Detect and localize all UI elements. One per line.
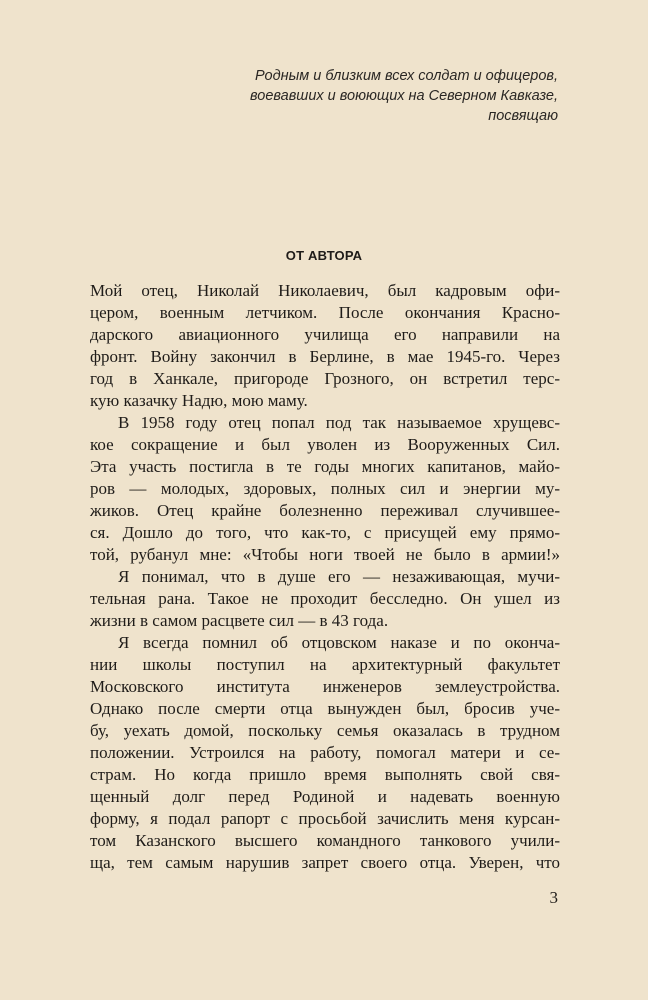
text-line: страм. Но когда пришло время выполнять свой свя- <box>90 765 560 784</box>
text-line: дарского авиационного училища его направили на <box>90 325 560 344</box>
text-line: том Казанского высшего командного танкового учили- <box>90 831 560 850</box>
text-line: нии школы поступил на архитектурный факультет <box>90 655 560 674</box>
text-line: В 1958 году отец попал под так называемое хрущевс- <box>118 413 560 432</box>
text-line: положении. Устроился на работу, помогал матери и се- <box>90 743 560 762</box>
paragraph-3 <box>90 566 560 632</box>
text-line: цером, военным летчиком. После окончания Красно- <box>90 303 560 322</box>
epigraph <box>138 66 558 126</box>
paragraph-2 <box>90 412 560 566</box>
page-number: 3 <box>549 888 558 907</box>
text-line: Я понимал, что в душе его — незаживающая, мучи- <box>118 567 560 586</box>
text-line: Эта участь постигла в те годы многих капитанов, майо- <box>90 457 560 476</box>
text-line: тельная рана. Такое не проходит бесследно. Он ушел из <box>90 589 560 608</box>
text-line: Однако после смерти отца вынужден был, бросив уче- <box>90 699 560 718</box>
paragraph-1 <box>90 280 560 412</box>
text-line: Мой отец, Николай Николаевич, был кадровым офи- <box>90 281 560 300</box>
epigraph-line: воевавших и воюющих на Северном Кавказе, <box>250 88 558 104</box>
text-line: жизни в самом расцвете сил — в 43 года. <box>90 611 389 630</box>
body-text <box>90 280 560 874</box>
epigraph-line: посвящаю <box>488 108 558 124</box>
text-line: Я всегда помнил об отцовском наказе и по оконча- <box>118 633 560 652</box>
paragraph-4 <box>90 632 560 874</box>
section-heading: ОТ АВТОРА <box>285 248 363 263</box>
text-line: Московского института инженеров землеустройства. <box>90 677 560 696</box>
text-line: год в Ханкале, пригороде Грозного, он встретил терс- <box>90 369 560 388</box>
epigraph-line: Родным и близким всех солдат и офицеров, <box>255 68 558 84</box>
text-line: ся. Дошло до того, что как-то, с присущей ему прямо- <box>90 523 560 542</box>
text-line: ща, тем самым нарушив запрет своего отца. Уверен, что <box>90 853 560 872</box>
text-line: кую казачку Надю, мою маму. <box>90 391 308 410</box>
text-line: жиков. Отец крайне болезненно переживал случившее- <box>90 501 560 520</box>
text-line: бу, уехать домой, поскольку семья оказалась в трудном <box>90 721 560 740</box>
text-line: щенный долг перед Родиной и надевать военную <box>90 787 560 806</box>
text-line: кое сокращение и был уволен из Вооруженных Сил. <box>90 435 560 454</box>
text-line: ров — молодых, здоровых, полных сил и энергии му- <box>90 479 560 498</box>
text-line: форму, я подал рапорт с просьбой зачислить меня курсан- <box>90 809 560 828</box>
text-line: той, рубанул мне: «Чтобы ноги твоей не было в армии!» <box>90 545 560 564</box>
text-line: фронт. Войну закончил в Берлине, в мае 1945-го. Через <box>90 347 560 366</box>
